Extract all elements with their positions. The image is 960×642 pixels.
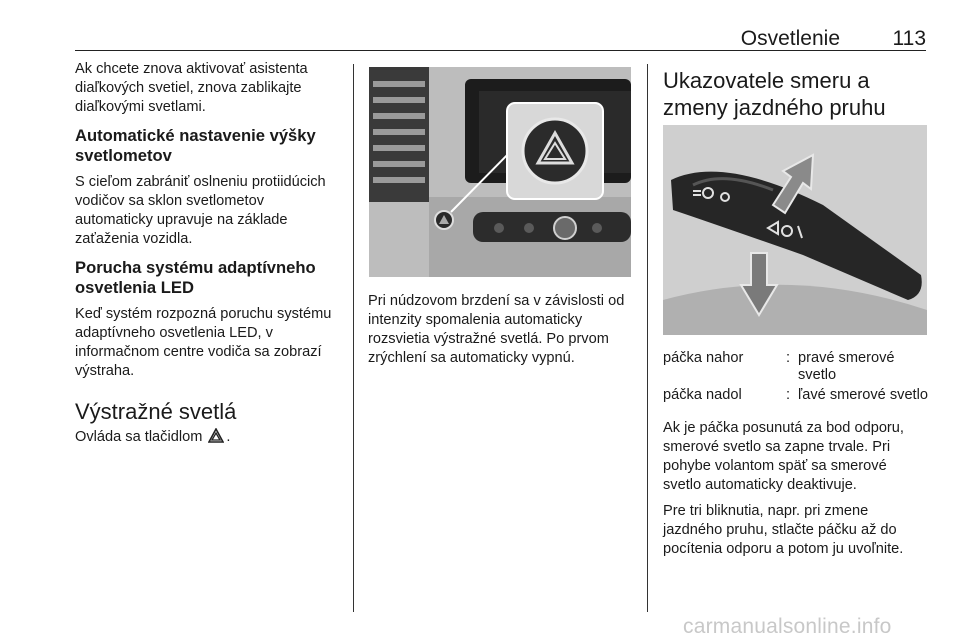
definition-term: páčka nadol: [663, 387, 742, 403]
definition-row: [663, 350, 928, 384]
emergency-braking-caption: Pri núdzovom brzdení sa v závislosti od intenzity spomalenia automaticky rozsvietia výstražné svetlá. Po prvom zrýchlení sa automaticky vypnú.: [368, 293, 625, 366]
hazard-text-before: Ovláda sa tlačidlom: [75, 429, 203, 445]
definition-separator: :: [786, 350, 791, 366]
page-number: 113: [892, 27, 926, 50]
heading-led-fault: Porucha systému adaptívneho osvetlenia LED: [75, 258, 316, 297]
air-vent: [369, 67, 429, 202]
paragraph-lever-detent: Ak je páčka posunutá za bod odporu, smerové svetlo sa zapne trvale. Pri pohybe volantom späť sa smerové svetlo automaticky deaktivuje.: [663, 420, 904, 493]
definition-row: [663, 387, 928, 404]
heading-headlamp-levelling: Automatické nastavenie výšky svetlometov: [75, 126, 316, 165]
hazard-button-photo: [369, 67, 631, 277]
watermark: carmanualsonline.info: [683, 615, 892, 638]
intro-paragraph: Ak chcete znova aktivovať asistenta diaľkových svetiel, znova zablikajte diaľkovými svetlami.: [75, 61, 308, 115]
page-title: Osvetlenie: [740, 27, 840, 50]
hazard-warning-icon: [208, 428, 224, 449]
column-right-body: [663, 350, 928, 559]
paragraph-led-fault: Keď systém rozpozná poruchu systému adaptívneho osvetlenia LED, v informačnom centre vodiča sa zobrazí výstraha.: [75, 306, 332, 379]
column-divider-2: [647, 64, 648, 612]
heading-hazard-lights: Výstražné svetlá: [75, 399, 237, 424]
column-middle: [368, 292, 633, 368]
column-divider-1: [353, 64, 354, 612]
definition-separator: :: [786, 387, 791, 403]
paragraph-hazard-lights: [75, 428, 345, 449]
definition-term: páčka nahor: [663, 350, 744, 366]
column-left: [75, 60, 345, 449]
hazard-text-after: .: [226, 429, 231, 445]
heading-turn-signals: Ukazovatele smeru a zmeny jazdného pruhu: [663, 68, 886, 120]
paragraph-three-flashes: Pre tri bliknutia, napr. pri zmene jazdného pruhu, stlačte páčku až do pocítenia odporu a potom ju uvoľnite.: [663, 503, 904, 557]
page-header: [75, 0, 926, 51]
definition-description: ľavé smerové svetlo: [798, 387, 928, 403]
turn-signal-lever-photo: [663, 125, 927, 335]
definition-list: [663, 350, 928, 404]
column-right: [663, 67, 928, 121]
paragraph-headlamp-levelling: S cieľom zabrániť oslneniu protiidúcich vodičov sa sklon svetlometov automaticky upravuje na základe zaťaženia vozidla.: [75, 174, 326, 247]
definition-description: pravé smerové svetlo: [798, 350, 895, 383]
